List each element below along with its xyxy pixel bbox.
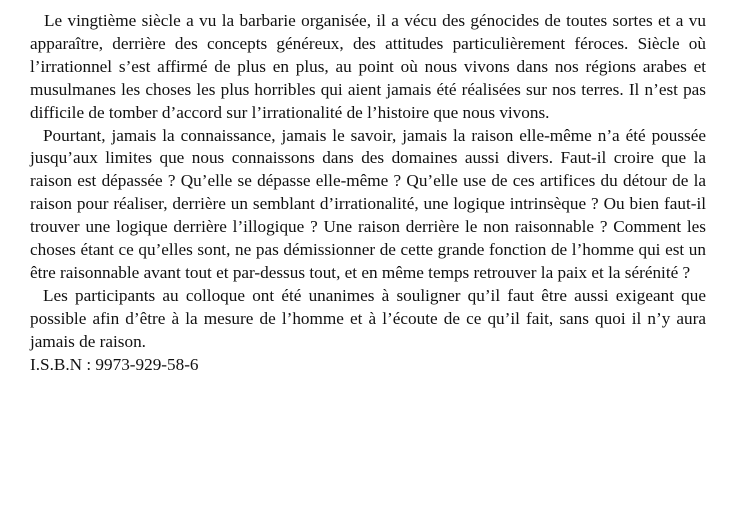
paragraph-intro: Le vingtième siècle a vu la barbarie organisée, il a vécu des génocides de toutes sortes et a vu apparaître, derrière des concepts généreux, des attitudes particulièrement féroces. Siècle où l’irrationnel s’est affirmé de plus en plus, au point où nous vivons dans nos régions arabes et musulmanes les choses les plus horribles qui aient jamais été réalisées sur nos terres. Il n’est pas difficile de tomber d’accord sur l’irrationalité de l’histoire que nous vivons. xyxy=(30,11,706,122)
paragraph-colloquium: Les participants au colloque ont été unanimes à souligner qu’il faut être aussi exigeant que possible afin d’être à la mesure de l’homme et à l’écoute de ce qu’il fait, sans quoi il n’y aura jamais de raison. xyxy=(30,285,706,351)
paragraph-reason: Pourtant, jamais la connaissance, jamais le savoir, jamais la raison elle-même n’a été poussée jusqu’aux limites que nous connaissons dans des domaines aussi divers. Faut-il croire que la raison est dépassée ? Qu’elle se dépasse elle-même ? Qu’elle use de ces artifices du détour de la raison pour réaliser, derrière un semblant d’irrationalité, une logique intrinsèque ? Ou bien faut-il trouver une logique derrière l’illogique ? Une raison derrière le non raisonnable ? Comment les choses étant ce qu’elles sont, ne pas démissionner de cette grande fonction de l’homme qui est un être raisonnable avant tout et par-dessus tout, et en même temps retrouver la paix et la sérénité ? xyxy=(30,125,706,282)
isbn-line: I.S.B.N : 9973-929-58-6 xyxy=(30,354,199,374)
document-page xyxy=(30,10,706,377)
